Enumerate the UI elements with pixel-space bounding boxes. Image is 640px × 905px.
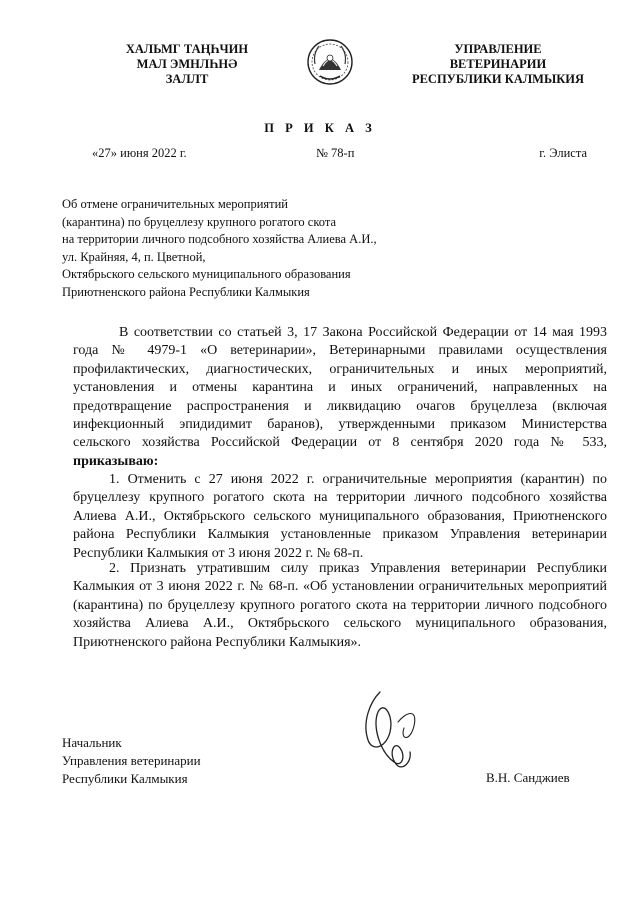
- handwritten-signature-icon: [340, 682, 450, 782]
- subject-line: Октябрьского сельского муниципального образования: [62, 267, 351, 282]
- signatory-title: [62, 734, 201, 788]
- order-subject: [62, 196, 462, 302]
- coat-of-arms-icon: [305, 36, 355, 90]
- subject-line: ул. Крайняя, 4, п. Цветной,: [62, 249, 206, 264]
- subject-line: Об отмене ограничительных мероприятий: [62, 197, 289, 211]
- order-item-2: 2. Признать утратившим силу приказ Управления ветеринарии Республики Калмыкия от 3 июня 2022 г. № 68-п. «Об установлении ограничительных мероприятий (карантина) по бруцеллезу крупного рогатого скота на территории личного подсобного хозяйства Алиева А.И., Октябрьского сельского муниципального образования, Приютненского района Республики Калмыкия».: [73, 561, 607, 650]
- header-left-line: ХАЛЬМГ ТАҢҺЧИН: [125, 42, 249, 56]
- signatory-name: В.Н. Санджиев: [486, 770, 570, 785]
- header-right-line: УПРАВЛЕНИЕ: [454, 42, 542, 56]
- order-date: «27» июня 2022 г.: [92, 146, 187, 160]
- subject-line: Приютненского района Республики Калмыкия: [62, 284, 310, 299]
- order-number: № 78-п: [316, 146, 355, 160]
- preamble-paragraph: [73, 324, 607, 471]
- order-item-1: 1. Отменить с 27 июня 2022 г. ограничительные мероприятия (карантин) по бруцеллезу крупного рогатого скота на территории личного подсобного хозяйства Алиева А.И., Октябрьского сельского муниципального образования, Приютненского района Республики Калмыкия установленные приказом Управления ветеринарии Республики Калмыкия от 3 июня 2022 г. № 68-п.: [73, 472, 607, 561]
- signatory-title-line: Управления ветеринарии: [62, 753, 201, 768]
- header-left-kalmyk: [92, 42, 282, 87]
- subject-line: на территории личного подсобного хозяйства Алиева А.И.,: [62, 232, 377, 247]
- subject-line: (карантина) по бруцеллезу крупного рогатого скота: [62, 214, 337, 229]
- header-right-line: РЕСПУБЛИКИ КАЛМЫКИЯ: [411, 72, 585, 86]
- order-city: г. Элиста: [539, 146, 587, 160]
- preamble-text: В соответствии со статьей 3, 17 Закона Российской Федерации от 14 мая 1993 года № 4979-1 «О ветеринарии», Ветеринарными правилами осуществления профилактических, диагностических, ограничительных и иных мероприятий, установления и отмены карантина и иных ограничений, направленных на предотвращение распространения и ликвидацию очагов бруцеллеза (включая инфекционный эпидидимит баранов), утвержденными приказом Министерства сельского хозяйства Российской Федерации от 8 сентября 2020 года № 533,: [73, 325, 607, 451]
- header-left-line: МАЛ ЭМНЛҺНӘ: [136, 57, 238, 71]
- signatory-title-line: Начальник: [62, 735, 122, 750]
- header-right-line: ВЕТЕРИНАРИИ: [449, 57, 547, 71]
- header-right-russian: [398, 42, 598, 87]
- header-left-line: ЗАЛЛТ: [165, 72, 209, 86]
- order-word: приказываю:: [73, 453, 159, 469]
- order-title: П Р И К А З: [264, 121, 376, 135]
- signatory-title-line: Республики Калмыкия: [62, 771, 188, 786]
